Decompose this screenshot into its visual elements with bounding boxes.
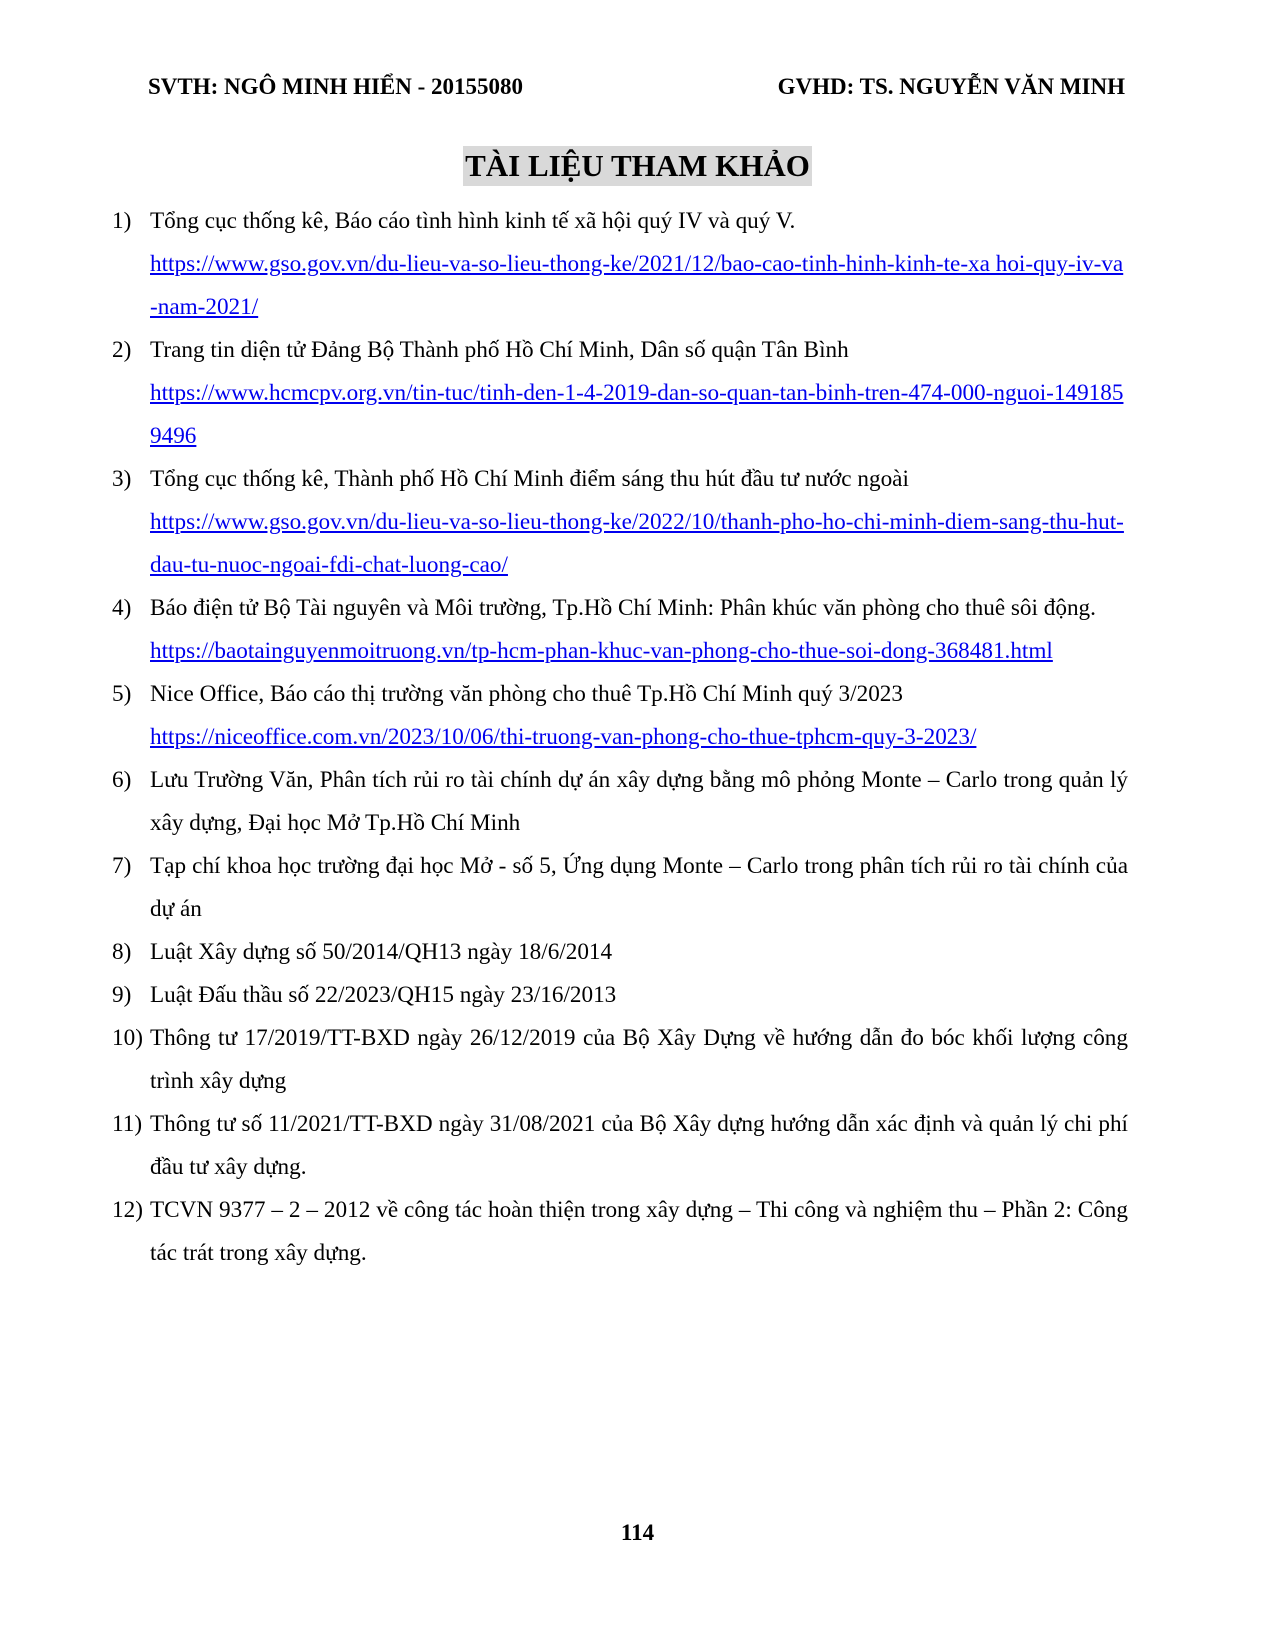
page-title: TÀI LIỆU THAM KHẢO	[463, 146, 812, 186]
reference-number: 1)	[112, 208, 132, 234]
reference-link[interactable]: https://niceoffice.com.vn/2023/10/06/thi-truong-van-phong-cho-thue-tphcm-quy-3-2023/	[150, 724, 977, 750]
reference-text: Thông tư số 11/2021/TT-BXD ngày 31/08/2021 của Bộ Xây dựng hướng dẫn xác định và quản lý chi phí đầu tư xây dựng.	[150, 1111, 1128, 1180]
reference-text: TCVN 9377 – 2 – 2012 về công tác hoàn thiện trong xây dựng – Thi công và nghiệm thu – Phần 2: Công tác trát trong xây dựng.	[150, 1197, 1128, 1266]
header-supervisor: GVHD: TS. NGUYỄN VĂN MINH	[777, 74, 1125, 99]
reference-item	[112, 974, 1128, 1017]
reference-item	[112, 673, 1128, 759]
reference-text: Tổng cục thống kê, Thành phố Hồ Chí Minh điểm sáng thu hút đầu tư nước ngoài	[150, 466, 909, 492]
reference-item	[112, 1017, 1128, 1103]
reference-item	[112, 1189, 1128, 1275]
reference-text: Thông tư 17/2019/TT-BXD ngày 26/12/2019 của Bộ Xây Dựng về hướng dẫn đo bóc khối lượng công trình xây dựng	[150, 1025, 1128, 1094]
reference-link[interactable]: https://www.gso.gov.vn/du-lieu-va-so-lieu-thong-ke/2021/12/bao-cao-tinh-hinh-kinh-te-xa hoi-quy-iv-va-nam-2021/	[150, 251, 1124, 320]
reference-item	[112, 458, 1128, 587]
reference-list	[112, 200, 1128, 1275]
reference-item	[112, 1103, 1128, 1189]
reference-number: 2)	[112, 337, 132, 363]
reference-text: Tạp chí khoa học trường đại học Mở - số 5, Ứng dụng Monte – Carlo trong phân tích rủi ro tài chính của dự án	[150, 853, 1128, 922]
reference-number: 6)	[112, 767, 132, 793]
reference-number: 10)	[112, 1025, 143, 1051]
reference-text: Luật Xây dựng số 50/2014/QH13 ngày 18/6/2014	[150, 939, 613, 965]
reference-number: 8)	[112, 939, 132, 965]
reference-text: Nice Office, Báo cáo thị trường văn phòng cho thuê Tp.Hồ Chí Minh quý 3/2023	[150, 681, 903, 707]
reference-link[interactable]: https://www.gso.gov.vn/du-lieu-va-so-lieu-thong-ke/2022/10/thanh-pho-ho-chi-minh-diem-sang-thu-hut-dau-tu-nuoc-ngoai-fdi-chat-luong-cao/	[150, 509, 1124, 578]
reference-number: 7)	[112, 853, 132, 879]
reference-item	[112, 931, 1128, 974]
reference-text: Luật Đấu thầu số 22/2023/QH15 ngày 23/16/2013	[150, 982, 617, 1008]
reference-item	[112, 759, 1128, 845]
reference-text: Tổng cục thống kê, Báo cáo tình hình kinh tế xã hội quý IV và quý V.	[150, 208, 796, 234]
reference-number: 11)	[112, 1111, 143, 1137]
reference-link[interactable]: https://baotainguyenmoitruong.vn/tp-hcm-phan-khuc-van-phong-cho-thue-soi-dong-368481.html	[150, 638, 1053, 664]
reference-number: 3)	[112, 466, 132, 492]
reference-text: Trang tin diện tử Đảng Bộ Thành phố Hồ Chí Minh, Dân số quận Tân Bình	[150, 337, 849, 363]
page-header	[148, 72, 1125, 102]
reference-text: Báo điện tử Bộ Tài nguyên và Môi trường, Tp.Hồ Chí Minh: Phân khúc văn phòng cho thuê sôi động.	[150, 595, 1096, 621]
reference-item	[112, 845, 1128, 931]
reference-link[interactable]: https://www.hcmcpv.org.vn/tin-tuc/tinh-den-1-4-2019-dan-so-quan-tan-binh-tren-474-000-nguoi-1491859496	[150, 380, 1124, 449]
reference-text: Lưu Trường Văn, Phân tích rủi ro tài chính dự án xây dựng bằng mô phỏng Monte – Carlo trong quản lý xây dựng, Đại học Mở Tp.Hồ Chí Minh	[150, 767, 1128, 836]
reference-number: 9)	[112, 982, 132, 1008]
reference-item	[112, 587, 1128, 673]
reference-number: 5)	[112, 681, 132, 707]
reference-item	[112, 329, 1128, 458]
header-student: SVTH: NGÔ MINH HIỂN - 20155080	[148, 74, 524, 99]
reference-number: 4)	[112, 595, 132, 621]
reference-item	[112, 200, 1128, 329]
title-container	[0, 146, 1275, 186]
page-number: 114	[620, 1520, 655, 1545]
reference-number: 12)	[112, 1197, 143, 1223]
